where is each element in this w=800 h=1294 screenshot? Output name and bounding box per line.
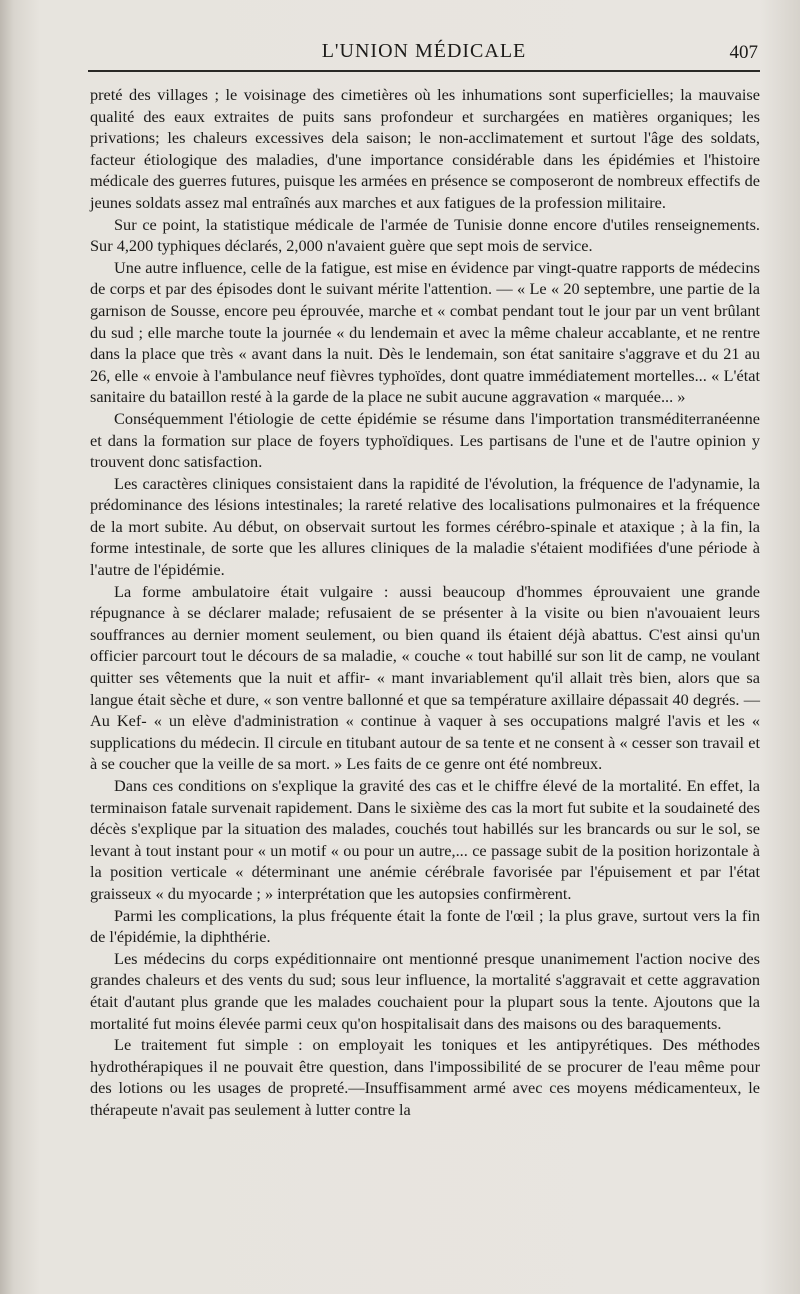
paragraph: Les médecins du corps expéditionnaire ont mentionné presque unanimement l'action nocive des grandes chaleurs et des vents du sud; sous leur influence, la mortalité s'aggravait et cette aggravation était d'autant plus grande que les malades couchaient pour la plupart sous la tente. Ajoutons que la mortalité fut moins élevée parmi ceux qu'on hospitalisait dans des maisons ou des baraquements. (90, 948, 760, 1033)
page-number: 407 (729, 42, 758, 63)
article-body (90, 84, 760, 1121)
paragraph: Conséquemment l'étiologie de cette épidémie se résume dans l'importation transméditerranéenne et dans la formation sur place de foyers typhoïdiques. Les partisans de l'une et de l'autre opinion y trouvent donc satisfaction. (90, 408, 760, 472)
paragraph: Parmi les complications, la plus fréquente était la fonte de l'œil ; la plus grave, surtout vers la fin de l'épidémie, la diphthérie. (90, 905, 760, 947)
paragraph: preté des villages ; le voisinage des cimetières où les inhumations sont superficielles; la mauvaise qualité des eaux extraites de puits sans profondeur et surchargées en matières organiques; les privations; les chaleurs excessives dela saison; le non-acclimatement et surtout l'âge des soldats, facteur étiologique des maladies, d'une importance considérable dans les épidémies et l'histoire médicale des guerres futures, puisque les armées en présence se composeront de nombreux effectifs de jeunes soldats assez mal entraînés aux marches et aux fatigues de la profession militaire. (90, 85, 760, 212)
paragraph: Dans ces conditions on s'explique la gravité des cas et le chiffre élevé de la mortalité. En effet, la terminaison fatale survenait rapidement. Dans le sixième des cas la mort fut subite et la soudaineté des décès s'explique par la situation des malades, couchés tout habillés sur les brancards ou sur le sol, se levant à tout instant pour « un motif « ou pour un autre,... ce passage subit de la position horizontale à la position verticale « déterminant une anémie cérébrale favorisée par l'épuisement et par l'état graisseux « du myocarde ; » interprétation que les autopsies confirmèrent. (90, 776, 760, 903)
paragraph: Le traitement fut simple : on employait les toniques et les antipyrétiques. Des méthodes hydrothérapiques il ne pouvait être question, dans l'impossibilité de se procurer de l'eau même pour des lotions ou les usages de propreté.—Insuffisamment armé avec ces moyens médicamenteux, le thérapeute n'avait pas seulement à lutter contre la (90, 1035, 760, 1119)
journal-title: L'UNION MÉDICALE (321, 40, 527, 62)
paragraph: Une autre influence, celle de la fatigue, est mise en évidence par vingt-quatre rapports de médecins de corps et par des épisodes dont le suivant mérite l'attention. — « Le « 20 septembre, une partie de la garnison de Sousse, encore peu éprouvée, marche et « combat pendant tout le jour par un vent brûlant du sud ; elle marche toute la journée « du lendemain et avec la même chaleur accablante, et ne rentre dans la place que très « avant dans la nuit. Dès le lendemain, son état sanitaire s'aggrave et du 21 au 26, elle « envoie à l'ambulance neuf fièvres typhoïdes, dont quatre immédiatement mortelles... « L'état sanitaire du bataillon resté à la garde de la place ne subit aucune aggravation « marquée... » (90, 257, 760, 407)
header-rule (88, 70, 760, 72)
running-head (88, 36, 760, 66)
paragraph: Sur ce point, la statistique médicale de l'armée de Tunisie donne encore d'utiles renseignements. Sur 4,200 typhiques déclarés, 2,000 n'avaient guère que sept mois de service. (90, 214, 760, 256)
paragraph: Les caractères cliniques consistaient dans la rapidité de l'évolution, la fréquence de l'adynamie, la prédominance des lésions intestinales; la rareté relative des localisations pulmonaires et la fréquence de la mort subite. Au début, on observait surtout les formes cérébro-spinale et ataxique ; à la fin, la forme intestinale, de sorte que les allures cliniques de la maladie s'étaient modifiées d'une période à l'autre de l'épidémie. (90, 473, 760, 580)
paragraph: La forme ambulatoire était vulgaire : aussi beaucoup d'hommes éprouvaient une grande répugnance à se déclarer malade; refusaient de se présenter à la visite ou bien n'avouaient leurs souffrances au dernier moment seulement, ou bien quand ils étaient déjà abattus. C'est ainsi qu'un officier parcourt tout le décours de sa maladie, « couche « tout habillé sur son lit de camp, ne voulant quitter ses vêtements que la nuit et affir- « mant invariablement qu'il allait très bien, alors que sa langue était sèche et dure, « son ventre ballonné et que sa température axillaire dépassait 40 degrés. — Au Kef- « un elève d'administration « continue à vaquer à ses occupations malgré l'avis et les « supplications du médecin. Il circule en titubant autour de sa tente et ne consent à « cesser son travail et à se coucher que la veille de sa mort. » Les faits de ce genre ont été nombreux. (90, 581, 760, 774)
